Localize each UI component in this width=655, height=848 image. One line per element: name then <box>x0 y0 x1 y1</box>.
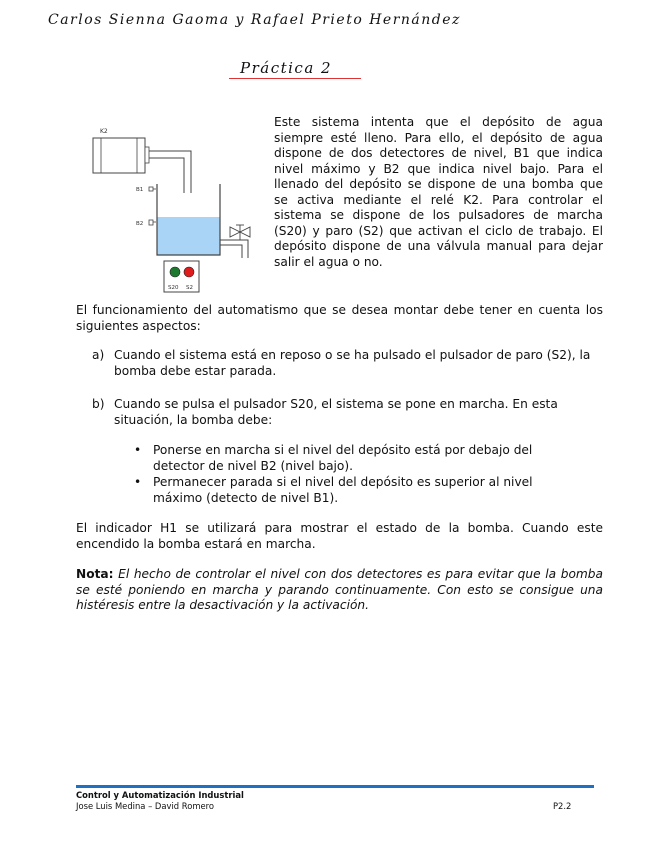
footer-course-title: Control y Automatización Industrial <box>76 790 244 800</box>
drain-valve <box>220 225 250 258</box>
sensor-b1-label: B1 <box>136 187 144 193</box>
list-item-label: a) <box>92 348 105 362</box>
footer-authors: Jose Luis Medina – David Romero <box>76 801 215 811</box>
note-text: El hecho de controlar el nivel con dos detectores es para evitar que la bomba se esté poniendo en marcha y parando continuamente. Con esto se consigue una histéresis entre la desactivación y la activación. <box>76 567 603 612</box>
list-item <box>92 397 592 428</box>
relay-label: K2 <box>100 128 108 135</box>
title-underline <box>229 78 361 79</box>
bullet-text: Permanecer parada si el nivel del depósito es superior al nivel máximo (detecto de nivel B1). <box>153 475 533 505</box>
pipe <box>149 151 191 193</box>
footer-divider <box>76 785 594 788</box>
requirements-paragraph: El funcionamiento del automatismo que se desea montar debe tener en cuenta los siguientes aspectos: <box>76 303 603 333</box>
stop-button-label: S2 <box>186 285 193 291</box>
start-button <box>170 267 180 277</box>
tank-water <box>157 217 220 255</box>
note-paragraph <box>76 567 603 614</box>
high-level-sensor <box>136 187 156 193</box>
page-number: P2.2 <box>553 801 572 811</box>
water-tank-diagram <box>88 122 268 294</box>
list-item-label: b) <box>92 397 105 411</box>
stop-button <box>184 267 194 277</box>
sensor-b2-label: B2 <box>136 221 144 227</box>
bullet-list <box>134 443 574 507</box>
low-level-sensor <box>136 220 156 227</box>
bullet-item <box>134 443 574 474</box>
pump-motor <box>93 138 149 173</box>
bullet-dot-icon: • <box>134 443 142 457</box>
push-button-panel <box>164 261 199 292</box>
note-label: Nota: <box>76 567 114 581</box>
list-item <box>92 348 592 379</box>
handwritten-practice-title: Práctica 2 <box>240 59 333 77</box>
intro-paragraph: Este sistema intenta que el depósito de agua siempre esté lleno. Para ello, el depósito de agua dispone de dos detectores de nivel, B1 que indica nivel máximo y B2 que indica nivel bajo. Para el llenado del depósito se dispone de una bomba que se activa mediante el relé K2. Para controlar el sistema se dispone de los pulsadores de marcha (S20) y paro (S2) que activan el ciclo de trabajo. El depósito dispone de una válvula manual para dejar salir el agua o no. <box>274 115 603 269</box>
bullet-item <box>134 475 574 506</box>
list-item-text: Cuando se pulsa el pulsador S20, el sistema se pone en marcha. En esta situación, la bomba debe: <box>114 397 558 427</box>
bullet-dot-icon: • <box>134 475 142 489</box>
indicator-paragraph: El indicador H1 se utilizará para mostrar el estado de la bomba. Cuando este encendido la bomba estará en marcha. <box>76 521 603 551</box>
bullet-text: Ponerse en marcha si el nivel del depósito está por debajo del detector de nivel B2 (nivel bajo). <box>153 443 533 473</box>
start-button-label: S20 <box>168 285 179 291</box>
list-item-text: Cuando el sistema está en reposo o se ha pulsado el pulsador de paro (S2), la bomba debe estar parada. <box>114 348 591 378</box>
handwritten-student-names: Carlos Sienna Gaoma y Rafael Prieto Hernández <box>48 12 461 28</box>
